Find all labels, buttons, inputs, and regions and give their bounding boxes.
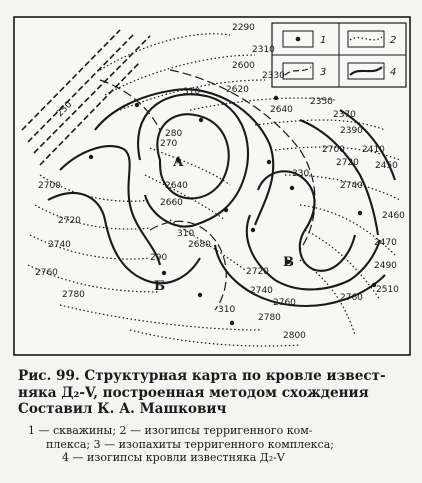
zone-label-b: Б <box>154 279 166 294</box>
contour-label: 2780 <box>258 313 281 323</box>
contour-label: 2350 <box>310 97 333 107</box>
contour-label: 2720 <box>336 158 359 168</box>
zone-label-v: В <box>283 255 294 270</box>
contour-label: 2660 <box>160 198 183 208</box>
contour-label: 2700 <box>322 145 345 155</box>
contour-label: 2330 <box>262 71 285 81</box>
contour-label: 310 <box>177 229 195 239</box>
contour-label: 2470 <box>374 238 397 248</box>
contour-label: 310 <box>183 87 201 97</box>
contour-label: 2310 <box>252 45 275 55</box>
contour-label: 2460 <box>382 211 405 221</box>
caption-line: Рис. 99. Структурная карта по кровле извест- <box>18 368 386 384</box>
contour-label: 2410 <box>362 145 385 155</box>
contour-label: 290 <box>150 253 168 263</box>
zone-label-a: А <box>173 155 184 170</box>
contour-label: 2640 <box>270 105 293 115</box>
contour-label: 2600 <box>232 61 255 71</box>
contour-label: 2510 <box>376 285 399 295</box>
contour-label: 2740 <box>340 181 363 191</box>
contour-label: 2760 <box>273 298 296 308</box>
contour-label: 2800 <box>283 331 306 341</box>
contour-label: 250 <box>55 99 75 120</box>
contour-label: 2290 <box>232 23 255 33</box>
contour-label: 2390 <box>340 126 363 136</box>
legend-num-1: 1 <box>320 35 327 46</box>
contour-label: 2740 <box>250 286 273 296</box>
legend-text-line: 4 — изогипсы кровли известняка Д₂-V <box>62 451 285 464</box>
caption-line: няка Д₂-V, построенная методом схождения <box>18 384 369 401</box>
contour-label: 2760 <box>340 293 363 303</box>
contour-label: 310 <box>218 305 236 315</box>
legend-box <box>272 23 406 87</box>
contour-label: 280 <box>165 129 183 139</box>
contour-label: 2490 <box>374 261 397 271</box>
contour-label: 2760 <box>35 268 58 278</box>
contour-label: 2620 <box>226 85 249 95</box>
legend-text-line: 1 — скважины; 2 — изогипсы терригенного ком- <box>28 424 313 437</box>
contour-label: 2640 <box>165 181 188 191</box>
contour-label: 2370 <box>333 110 356 120</box>
figure-caption <box>18 368 410 418</box>
contour-label: 2450 <box>375 161 398 171</box>
contour-label: 330 <box>292 169 310 179</box>
contour-label: 2740 <box>48 240 71 250</box>
contour-label: 2720 <box>246 267 269 277</box>
contour-label: 2720 <box>58 216 81 226</box>
contour-label: 2780 <box>62 290 85 300</box>
contour-label: 2680 <box>188 240 211 250</box>
legend-text-line: плекса; 3 — изопахиты терригенного комплекса; <box>46 437 334 451</box>
legend-description <box>28 424 410 465</box>
contour-label: 270 <box>160 139 178 149</box>
contour-label: 2700 <box>38 181 61 191</box>
legend-num-4: 4 <box>390 67 397 78</box>
legend-num-3: 3 <box>320 67 327 78</box>
legend-num-2: 2 <box>390 35 397 46</box>
caption-line: Составил К. А. Машкович <box>18 401 227 417</box>
